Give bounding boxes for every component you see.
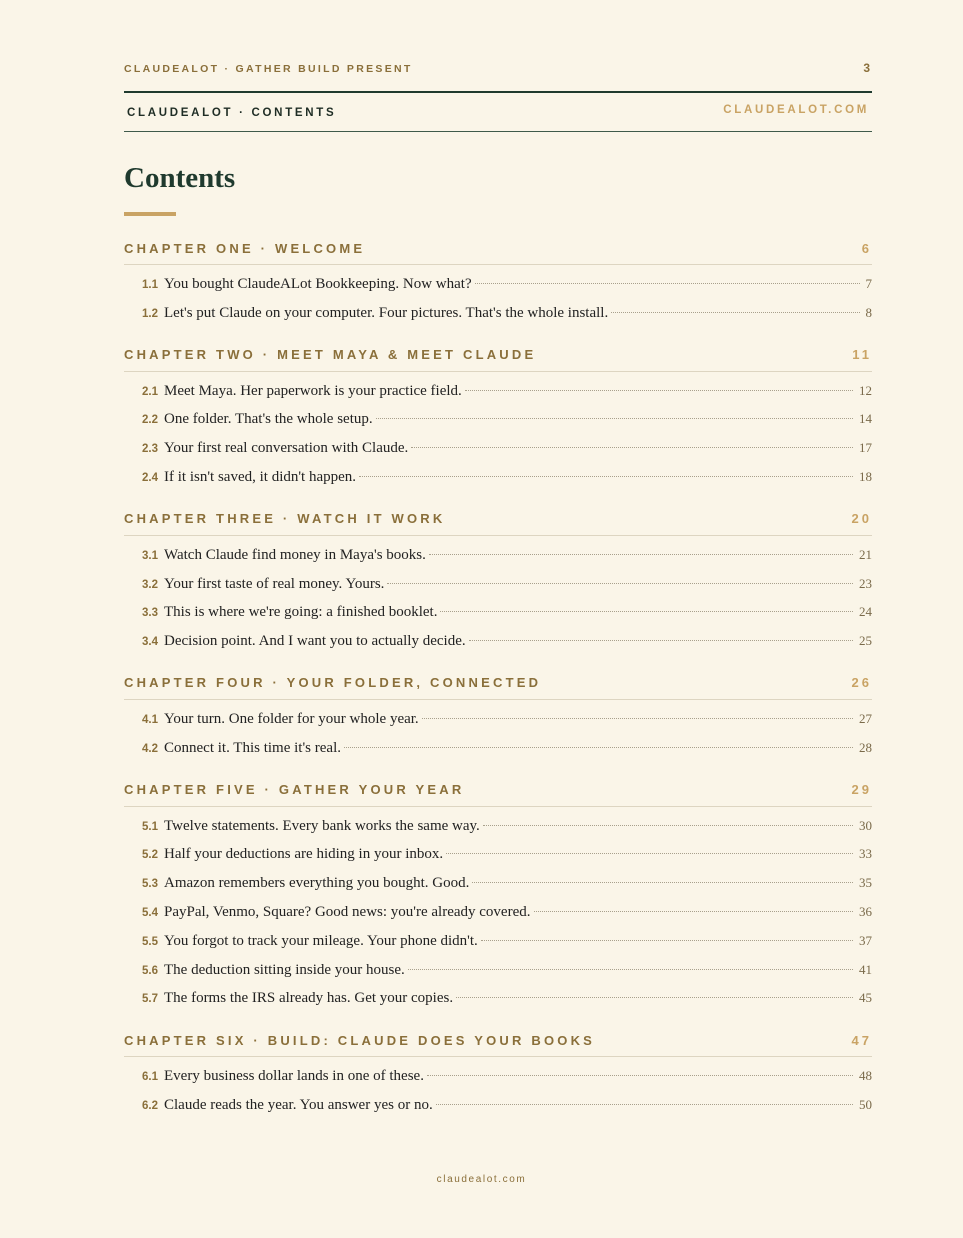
dot-leader (427, 1075, 853, 1076)
entry-page-number: 17 (859, 440, 872, 456)
dot-leader (429, 554, 853, 555)
dot-leader (469, 640, 853, 641)
chapter-entries (124, 372, 872, 492)
entry-number: 5.3 (142, 878, 158, 891)
chapter-heading[interactable] (124, 667, 872, 700)
title-underline (124, 212, 176, 216)
entry-title: Your first taste of real money. Yours. (164, 575, 385, 592)
dot-leader (472, 882, 853, 883)
toc-entry[interactable] (124, 840, 872, 869)
running-head-title: CLAUDEALOT · GATHER BUILD PRESENT (124, 63, 413, 75)
running-head (124, 61, 872, 75)
entry-page-number: 24 (859, 604, 872, 620)
entry-page-number: 28 (859, 739, 872, 755)
chapter-title: CHAPTER SIX · BUILD: CLAUDE DOES YOUR BOOKS (124, 1032, 596, 1048)
entry-page-number: 36 (859, 903, 872, 919)
footer-url[interactable]: claudealot.com (436, 1174, 527, 1185)
entry-number: 4.1 (142, 713, 158, 726)
entry-title: Every business dollar lands in one of these. (164, 1068, 424, 1085)
toc-entry[interactable] (124, 463, 872, 492)
dot-leader (446, 853, 853, 854)
chapter-title: CHAPTER ONE · WELCOME (124, 240, 366, 256)
toc-chapter (124, 667, 872, 763)
entry-number: 5.4 (142, 906, 158, 919)
page-title: Contents (124, 162, 236, 194)
entry-title: The deduction sitting inside your house. (164, 961, 405, 978)
chapter-heading[interactable] (124, 232, 872, 265)
entry-page-number: 50 (859, 1096, 872, 1112)
entry-page-number: 14 (859, 411, 872, 427)
dot-leader (344, 747, 853, 748)
entry-page-number: 21 (859, 546, 872, 562)
entry-title: One folder. That's the whole setup. (164, 411, 373, 428)
entry-page-number: 37 (859, 932, 872, 948)
dot-leader (376, 418, 853, 419)
entry-page-number: 41 (859, 961, 872, 977)
chapter-page-number: 6 (861, 240, 872, 256)
toc-entry[interactable] (124, 869, 872, 898)
chapter-heading[interactable] (124, 1024, 872, 1057)
entry-number: 2.1 (142, 385, 158, 398)
chapter-title: CHAPTER TWO · MEET MAYA & MEET CLAUDE (124, 347, 537, 363)
toc-entry[interactable] (124, 927, 872, 956)
entry-page-number: 48 (859, 1068, 872, 1084)
toc-chapter (124, 339, 872, 492)
entry-number: 5.2 (142, 849, 158, 862)
entry-title: You bought ClaudeALot Bookkeeping. Now what? (164, 276, 472, 292)
entry-number: 3.1 (142, 549, 158, 562)
entry-page-number: 33 (859, 846, 872, 862)
dot-leader (411, 447, 853, 448)
chapter-title: CHAPTER THREE · WATCH IT WORK (124, 511, 446, 527)
site-link[interactable]: CLAUDEALOT.COM (723, 104, 869, 116)
dot-leader (475, 283, 860, 284)
entry-number: 2.3 (142, 443, 158, 456)
entry-number: 2.2 (142, 414, 158, 427)
toc-entry[interactable] (124, 984, 872, 1013)
entry-number: 5.7 (142, 993, 158, 1006)
chapter-heading[interactable] (124, 774, 872, 807)
toc-entry[interactable] (124, 812, 872, 841)
chapter-page-number: 29 (851, 782, 872, 798)
entry-title: Your turn. One folder for your whole year. (164, 710, 419, 727)
entry-title: PayPal, Venmo, Square? Good news: you're already covered. (164, 903, 531, 920)
dot-leader (436, 1104, 853, 1105)
toc-chapter (124, 1024, 872, 1120)
toc-entry[interactable] (124, 270, 872, 299)
entry-number: 5.6 (142, 964, 158, 977)
chapter-page-number: 26 (851, 675, 872, 691)
toc-entry[interactable] (124, 734, 872, 763)
dot-leader (534, 911, 854, 912)
dot-leader (483, 825, 853, 826)
toc-chapter (124, 232, 872, 328)
toc-entry[interactable] (124, 1091, 872, 1120)
entry-title: Watch Claude find money in Maya's books. (164, 546, 426, 563)
entry-page-number: 7 (865, 276, 872, 291)
chapter-entries (124, 536, 872, 656)
entry-page-number: 8 (865, 304, 872, 320)
page-number: 3 (863, 61, 870, 75)
entry-page-number: 23 (859, 575, 872, 591)
entry-title: Twelve statements. Every bank works the same way. (164, 817, 480, 834)
entry-title: Connect it. This time it's real. (164, 739, 341, 756)
toc-entry[interactable] (124, 570, 872, 599)
entry-number: 3.2 (142, 578, 158, 591)
dot-leader (422, 718, 853, 719)
entry-title: This is where we're going: a finished booklet. (164, 604, 438, 621)
dot-leader (408, 969, 853, 970)
entry-number: 4.2 (142, 742, 158, 755)
chapter-title: CHAPTER FIVE · GATHER YOUR YEAR (124, 782, 465, 798)
entry-number: 5.1 (142, 820, 158, 833)
chapter-entries (124, 265, 872, 328)
chapter-entries (124, 1057, 872, 1120)
toc-entry[interactable] (124, 598, 872, 627)
chapter-heading[interactable] (124, 503, 872, 536)
chapter-title: CHAPTER FOUR · YOUR FOLDER, CONNECTED (124, 675, 542, 691)
entry-title: If it isn't saved, it didn't happen. (164, 468, 357, 485)
toc-entry[interactable] (124, 898, 872, 927)
toc-chapter (124, 503, 872, 656)
entry-title: Amazon remembers everything you bought. Good. (164, 875, 470, 892)
entry-title: Let's put Claude on your computer. Four pictures. That's the whole install. (164, 304, 609, 321)
entry-number: 3.3 (142, 607, 158, 620)
entry-title: Claude reads the year. You answer yes or no. (164, 1096, 433, 1113)
dot-leader (387, 583, 853, 584)
entry-page-number: 35 (859, 875, 872, 891)
dot-leader (456, 997, 853, 998)
entry-page-number: 25 (859, 633, 872, 649)
entry-number: 1.2 (142, 307, 158, 320)
entry-number: 5.5 (142, 935, 158, 948)
toc-entry[interactable] (124, 405, 872, 434)
entry-number: 6.2 (142, 1099, 158, 1112)
entry-title: The forms the IRS already has. Get your copies. (164, 990, 454, 1007)
entry-title: Your first real conversation with Claude. (164, 440, 409, 457)
entry-title: You forgot to track your mileage. Your phone didn't. (164, 932, 478, 949)
entry-number: 1.1 (142, 279, 158, 291)
section-label: CLAUDEALOT · CONTENTS (127, 107, 337, 119)
chapter-page-number: 47 (851, 1032, 872, 1048)
dot-leader (611, 312, 859, 313)
toc-entry[interactable] (124, 541, 872, 570)
toc-entry[interactable] (124, 705, 872, 734)
entry-page-number: 45 (859, 990, 872, 1006)
entry-number: 2.4 (142, 471, 158, 484)
table-of-contents (124, 232, 872, 1131)
entry-page-number: 18 (859, 468, 872, 484)
chapter-entries (124, 807, 872, 1014)
entry-title: Decision point. And I want you to actually decide. (164, 633, 466, 650)
dot-leader (481, 940, 853, 941)
toc-entry[interactable] (124, 434, 872, 463)
toc-entry[interactable] (124, 377, 872, 406)
chapter-heading[interactable] (124, 339, 872, 372)
toc-entry[interactable] (124, 299, 872, 328)
header-band (124, 91, 872, 132)
entry-title: Half your deductions are hiding in your inbox. (164, 846, 444, 863)
chapter-page-number: 11 (852, 347, 872, 363)
entry-number: 3.4 (142, 636, 158, 649)
toc-entry[interactable] (124, 627, 872, 656)
chapter-entries (124, 700, 872, 763)
dot-leader (465, 390, 853, 391)
toc-chapter (124, 774, 872, 1014)
toc-entry[interactable] (124, 1062, 872, 1091)
toc-entry[interactable] (124, 956, 872, 985)
entry-number: 6.1 (142, 1071, 158, 1084)
entry-title: Meet Maya. Her paperwork is your practice field. (164, 382, 462, 399)
entry-page-number: 27 (859, 710, 872, 726)
entry-page-number: 30 (859, 817, 872, 833)
chapter-page-number: 20 (851, 511, 872, 527)
dot-leader (440, 611, 853, 612)
dot-leader (359, 476, 853, 477)
entry-page-number: 12 (859, 382, 872, 398)
